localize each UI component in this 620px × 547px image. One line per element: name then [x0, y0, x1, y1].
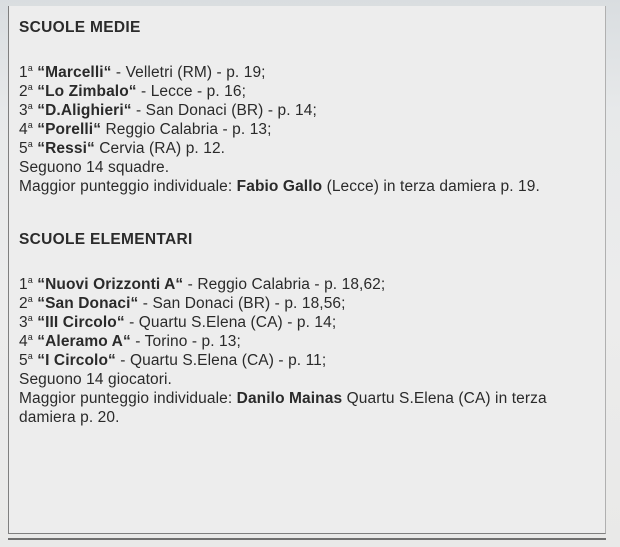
result-line — [19, 101, 597, 120]
result-line — [19, 139, 597, 158]
rank: 1$^a$ — [19, 274, 33, 293]
rank: 2$^a$ — [19, 293, 33, 312]
result-details: - Quartu S.Elena (CA) - p. 14; — [124, 314, 337, 331]
result-line — [19, 82, 597, 101]
result-details: Reggio Calabria - p. 13; — [101, 121, 272, 138]
followers-note: Seguono 14 giocatori. — [19, 371, 172, 388]
bottom-rule — [8, 538, 606, 540]
result-line — [19, 351, 597, 370]
rank: 3$^a$ — [19, 100, 33, 119]
school-name: “Ressi“ — [37, 140, 95, 157]
result-details: Cervia (RA) p. 12. — [94, 140, 226, 157]
school-name: “I Circolo“ — [37, 352, 116, 369]
result-line — [19, 120, 597, 139]
rank: 2$^a$ — [19, 81, 33, 100]
section-title-elementari: SCUOLE ELEMENTARI — [19, 231, 193, 248]
best-score-suffix: Quartu S.Elena (CA) in terza damiera p. 20. — [19, 390, 547, 426]
school-name: “Porelli“ — [37, 121, 102, 138]
result-details: - Reggio Calabria - p. 18,62; — [183, 276, 386, 293]
result-line — [19, 313, 597, 332]
school-name: “Marcelli“ — [37, 64, 112, 81]
best-score-prefix: Maggior punteggio individuale: — [19, 390, 237, 407]
result-details: - San Donaci (BR) - p. 14; — [131, 102, 317, 119]
best-score-note — [19, 389, 597, 427]
best-score-prefix: Maggior punteggio individuale: — [19, 178, 237, 195]
rank: 5$^a$ — [19, 350, 33, 369]
rank: 4$^a$ — [19, 331, 33, 350]
school-name: “III Circolo“ — [37, 314, 125, 331]
result-line — [19, 332, 597, 351]
rank: 3$^a$ — [19, 312, 33, 331]
best-score-name: Danilo Mainas — [236, 390, 343, 407]
school-name: “D.Alighieri“ — [37, 102, 132, 119]
rank: 1$^a$ — [19, 62, 33, 81]
results-content — [19, 18, 597, 427]
result-details: - Quartu S.Elena (CA) - p. 11; — [115, 352, 327, 369]
followers-note: Seguono 14 squadre. — [19, 159, 170, 176]
result-line — [19, 294, 597, 313]
best-score-suffix: (Lecce) in terza damiera p. 19. — [322, 178, 540, 195]
school-name: “San Donaci“ — [37, 295, 139, 312]
rank: 5$^a$ — [19, 138, 33, 157]
result-line — [19, 275, 597, 294]
section-title-medie: SCUOLE MEDIE — [19, 19, 141, 36]
result-details: - Velletri (RM) - p. 19; — [111, 64, 266, 81]
result-details: - Torino - p. 13; — [130, 333, 241, 350]
school-name: “Lo Zimbalo“ — [37, 83, 137, 100]
best-score-note — [19, 177, 597, 196]
result-line — [19, 63, 597, 82]
school-name: “Nuovi Orizzonti A“ — [37, 276, 184, 293]
best-score-name: Fabio Gallo — [236, 178, 323, 195]
school-name: “Aleramo A“ — [37, 333, 131, 350]
result-details: - San Donaci (BR) - p. 18,56; — [138, 295, 346, 312]
results-box — [8, 6, 606, 534]
result-details: - Lecce - p. 16; — [136, 83, 247, 100]
rank: 4$^a$ — [19, 119, 33, 138]
